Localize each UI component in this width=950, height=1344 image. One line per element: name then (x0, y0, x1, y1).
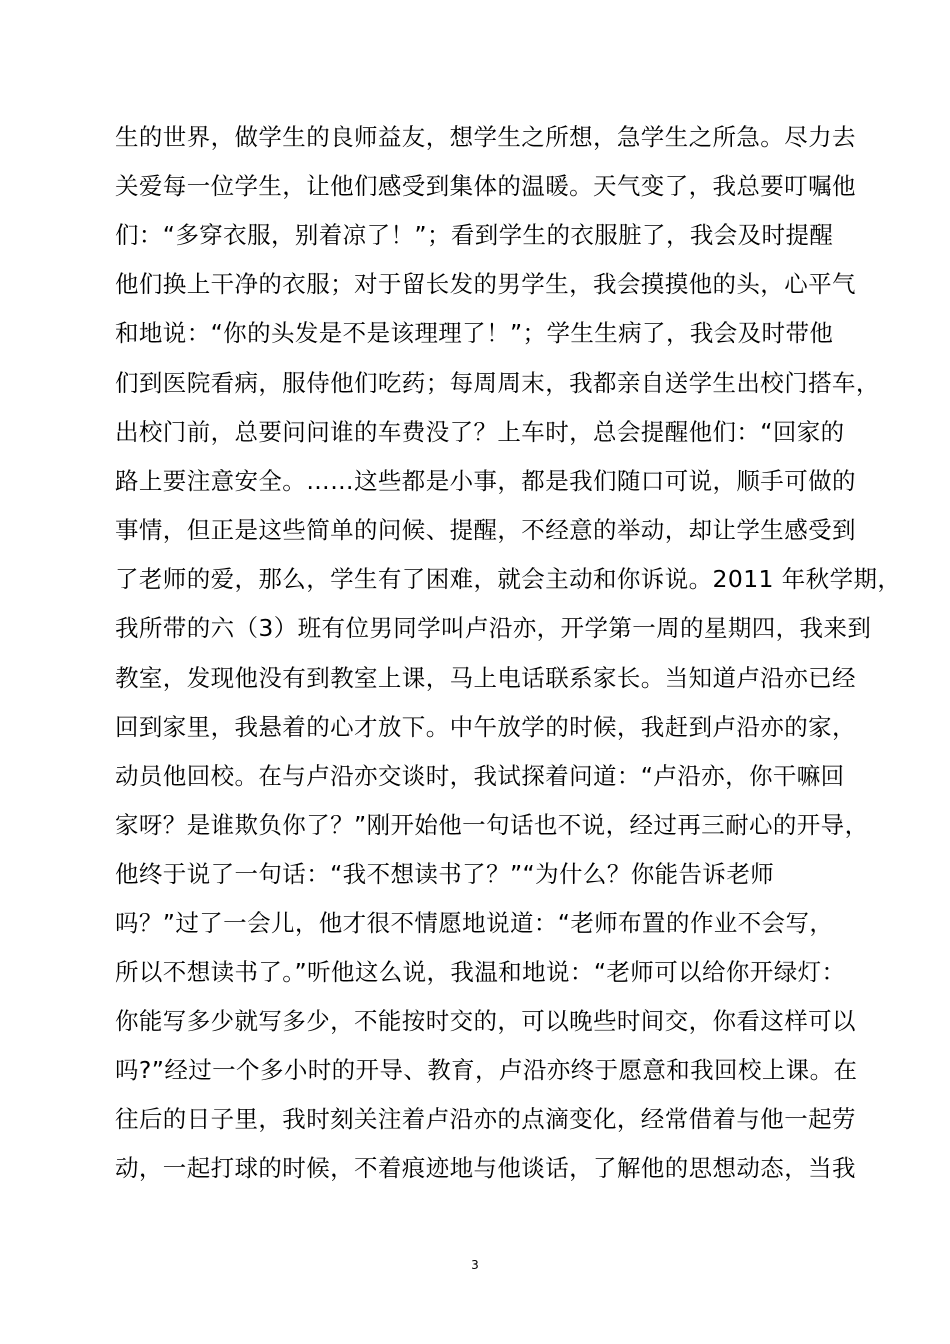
text-line: 动，一起打球的时候，不着痕迹地与他谈话，了解他的思想动态，当我 (115, 1154, 856, 1182)
text-line: 们：“多穿衣服，别着凉了！”；看到学生的衣服脏了，我会及时提醒 (115, 221, 834, 249)
text-line: 家呀？是谁欺负你了？”刚开始他一句话也不说，经过再三耐心的开导， (115, 811, 869, 839)
text-line: 们到医院看病，服侍他们吃药；每周周末，我都亲自送学生出校门搭车， (115, 369, 880, 397)
text-line: 路上要注意安全。……这些都是小事，都是我们随口可说，顺手可做的 (115, 467, 856, 495)
text-line: 吗?”经过一个多小时的开导、教育，卢沿亦终于愿意和我回校上课。在 (115, 1056, 858, 1084)
text-line: 和地说：“你的头发是不是该理理了！”；学生生病了，我会及时带他 (115, 319, 834, 347)
text-line: 所以不想读书了。”听他这么说，我温和地说：“老师可以给你开绿灯： (115, 958, 846, 986)
text-line: 你能写多少就写多少，不能按时交的，可以晚些时间交，你看这样可以 (115, 1007, 856, 1035)
text-line: 我所带的六（3）班有位男同学叫卢沿亦，开学第一周的星期四，我来到 (115, 614, 872, 642)
text-line: 他终于说了一句话：“我不想读书了？”“为什么？你能告诉老师 (115, 860, 775, 888)
page-number: 3 (471, 1258, 479, 1272)
text-line: 往后的日子里，我时刻关注着卢沿亦的点滴变化，经常借着与他一起劳 (115, 1105, 856, 1133)
text-line: 他们换上干净的衣服；对于留长发的男学生，我会摸摸他的头，心平气 (115, 270, 856, 298)
text-line: 动员他回校。在与卢沿亦交谈时，我试探着问道：“卢沿亦，你干嘛回 (115, 762, 845, 790)
text-line: 了老师的爱，那么，学生有了困难，就会主动和你诉说。2011 年秋学期， (115, 565, 902, 593)
text-line: 生的世界，做学生的良师益友，想学生之所想，急学生之所急。尽力去 (115, 123, 856, 151)
text-line: 关爱每一位学生，让他们感受到集体的温暖。天气变了，我总要叮嘱他 (115, 172, 856, 200)
text-line: 出校门前，总要问问谁的车费没了？上车时，总会提醒他们：“回家的 (115, 418, 845, 446)
text-line: 回到家里，我悬着的心才放下。中午放学的时候，我赶到卢沿亦的家， (115, 713, 856, 741)
text-line: 教室，发现他没有到教室上课，马上电话联系家长。当知道卢沿亦已经 (115, 664, 856, 692)
text-line: 吗？”过了一会儿，他才很不情愿地说道：“老师布置的作业不会写， (115, 909, 834, 937)
text-line: 事情，但正是这些简单的问候、提醒，不经意的举动，却让学生感受到 (115, 516, 856, 544)
